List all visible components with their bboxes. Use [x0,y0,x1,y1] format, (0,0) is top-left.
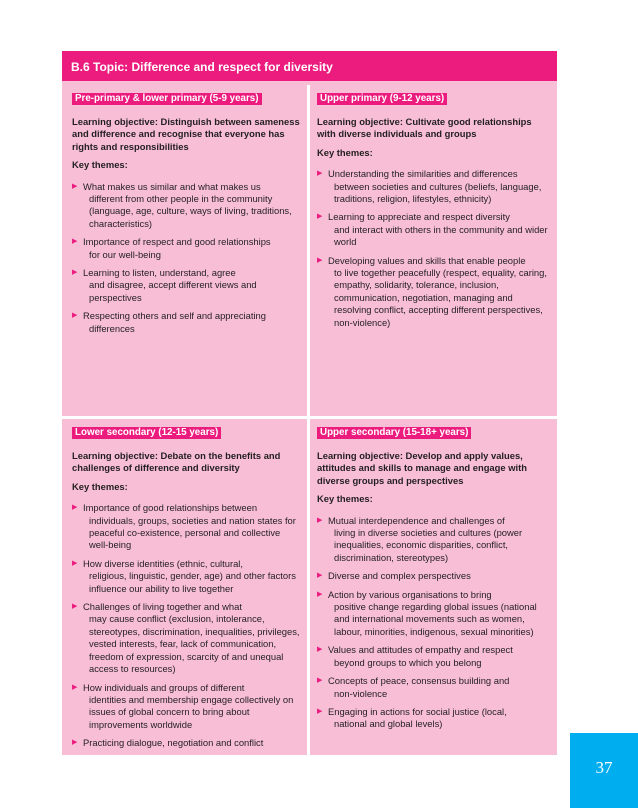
triangle-bullet-icon: ▶ [72,312,78,320]
theme-text: Respecting others and self and appreciating [83,310,266,322]
key-themes-label: Key themes: [72,480,128,492]
theme-list [72,181,300,335]
theme-item [317,644,550,669]
theme-text: Mutual interdependence and challenges of [328,514,505,526]
theme-text-continued: different from other people in the community (language, age, culture, ways of living, traditions, characteristics) [89,193,292,229]
theme-text-continued: non-violence [334,687,388,699]
triangle-bullet-icon: ▶ [72,559,78,567]
triangle-bullet-icon: ▶ [72,238,78,246]
theme-text-continued: differences [89,322,135,334]
triangle-bullet-icon: ▶ [72,269,78,277]
theme-text: How individuals and groups of different [83,681,245,693]
theme-text: Diverse and complex perspectives [328,570,471,582]
theme-list [317,515,550,731]
theme-text-continued: for our well-being [89,248,161,260]
theme-item [317,706,550,731]
theme-text: Importance of good relationships between [83,502,258,514]
page-number: 37 [595,758,613,777]
age-band-label: Pre-primary & lower primary (5-9 years) [72,93,262,105]
theme-item [317,255,550,329]
quadrant-upper-secondary [317,426,550,737]
theme-item [72,236,300,261]
triangle-bullet-icon: ▶ [317,516,323,524]
triangle-bullet-icon: ▶ [317,677,323,685]
triangle-bullet-icon: ▶ [317,572,323,580]
theme-list [72,502,300,749]
quadrant-lower-secondary [72,426,300,756]
theme-item [72,502,300,552]
theme-text: Learning to listen, understand, agree [83,267,236,279]
theme-list [317,168,550,329]
age-band-label: Lower secondary (12-15 years) [72,427,221,439]
age-band-label: Upper primary (9-12 years) [317,93,447,105]
theme-text: How diverse identities (ethnic, cultural, [83,557,243,569]
theme-item [317,515,550,565]
theme-item [72,267,300,304]
triangle-bullet-icon: ▶ [317,590,323,598]
theme-text-continued: between societies and cultures (beliefs, language, traditions, religion, lifestyles, ethnicity) [334,180,542,205]
learning-objective: Learning objective: Debate on the benefits and challenges of difference and diversity [72,450,281,474]
row-divider [62,416,557,419]
theme-text-continued: individuals, groups, societies and nation states for peaceful co-existence, personal and collective well-being [89,514,296,551]
theme-item [72,601,300,675]
theme-text-continued: and disagree, accept different views and perspectives [89,279,257,303]
key-themes-label: Key themes: [72,159,128,171]
triangle-bullet-icon: ▶ [72,683,78,691]
triangle-bullet-icon: ▶ [317,707,323,715]
theme-text: Concepts of peace, consensus building and [328,675,510,687]
theme-text: Values and attitudes of empathy and respect [328,644,513,656]
theme-text: Engaging in actions for social justice (local, [328,705,507,717]
theme-item [72,558,300,595]
theme-item [317,168,550,205]
theme-text: What makes us similar and what makes us [83,180,261,192]
theme-text-continued: beyond groups to which you belong [334,656,482,668]
theme-item [317,675,550,700]
theme-item [72,310,300,335]
quadrant-upper-primary [317,92,550,335]
theme-text-continued: positive change regarding global issues (national and international movements such as women, labour, minorities, indigenous, sexual minorities) [334,601,537,637]
theme-text-continued: may cause conflict (exclusion, intolerance, stereotypes, discrimination, inequalities, privileges, vested interests, fear, lack of communication, freedom of expression, scarcity of and unequal access to resources) [89,613,300,675]
learning-objective: Learning objective: Develop and apply values, attitudes and skills to manage and engage with diverse groups and perspectives [317,450,527,486]
triangle-bullet-icon: ▶ [72,504,78,512]
triangle-bullet-icon: ▶ [317,646,323,654]
theme-text-continued: national and global levels) [334,718,443,730]
theme-text: Developing values and skills that enable people [328,254,526,266]
theme-text-continued: religious, linguistic, gender, age) and other factors influence our ability to live together [89,570,296,594]
triangle-bullet-icon: ▶ [72,739,78,747]
quadrant-pre-primary [72,92,300,341]
theme-item [72,181,300,231]
theme-text-continued: and interact with others in the community and wider world [334,223,548,248]
learning-objective: Learning objective: Distinguish between sameness and difference and recognise that everyone has rights and responsibilities [72,116,300,152]
triangle-bullet-icon: ▶ [72,182,78,190]
theme-text: Understanding the similarities and differences [328,168,518,180]
triangle-bullet-icon: ▶ [317,213,323,221]
theme-text: Action by various organisations to bring [328,588,492,600]
key-themes-label: Key themes: [317,146,373,158]
triangle-bullet-icon: ▶ [317,256,323,264]
theme-text: Learning to appreciate and respect diversity [328,211,510,223]
triangle-bullet-icon: ▶ [317,170,323,178]
theme-item [72,682,300,732]
topic-title: B.6 Topic: Difference and respect for diversity [62,51,557,81]
theme-item [317,589,550,639]
learning-objective: Learning objective: Cultivate good relationships with diverse individuals and groups [317,116,532,140]
theme-item [317,570,550,582]
theme-text: Practicing dialogue, negotiation and conflict [83,737,264,749]
key-themes-label: Key themes: [317,493,373,505]
theme-text-continued: identities and membership engage collectively on issues of global concern to bring about improvements worldwide [89,693,294,730]
theme-text-continued: living in diverse societies and cultures (power inequalities, economic disparities, conflict, discrimination, stereotypes) [334,527,523,563]
theme-item [317,211,550,248]
theme-text: Challenges of living together and what [83,601,242,613]
triangle-bullet-icon: ▶ [72,603,78,611]
theme-text: Importance of respect and good relationships [83,236,271,248]
age-band-label: Upper secondary (15-18+ years) [317,427,471,439]
column-divider [307,85,310,755]
theme-text-continued: to live together peacefully (respect, equality, caring, empathy, solidarity, tolerance, inclusion, communication, negotiation, managing and resolving conflict, accepting different perspectives, non-violence) [334,267,547,328]
theme-item [72,737,300,749]
